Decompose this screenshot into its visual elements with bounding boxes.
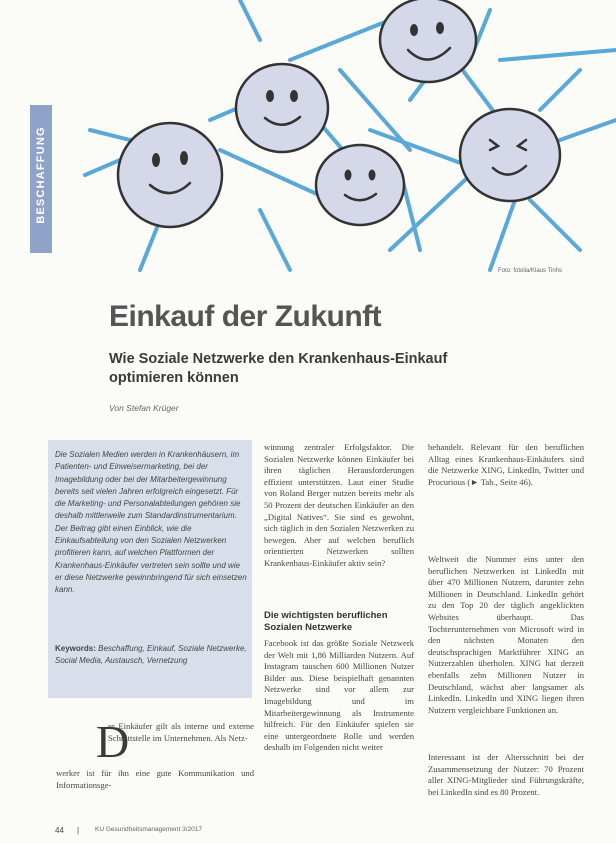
section-tab <box>30 105 52 253</box>
body-column-3: behandelt. Relevant für den beruflichen Alltag eines Krankenhaus-Einkäufers sind die Netzwerke XING, LinkedIn, Twitter und Procurious (► Tab., Seite 46). <box>428 442 584 487</box>
body-column-2: winnung zentraler Erfolgsfaktor. Die Sozialen Netzwerke können Einkäufer bei ihren täglichen Herausforderungen effizient unterstützen. Laut einer Studie von Roland Berger nutzen bereits mehr als 50 Prozent der deutschen Einkäufer an den „Digital Natives“. Sie sind es gewohnt, sich täglich in den Sozialen Netzwerken zu bewegen. Aber auf welchen beruflich orientierten Netzwerken sollten Krankenhaus-Einkäufer aktiv sein? <box>264 442 414 568</box>
section-heading: Die wichtigsten beruflichen Sozialen Netzwerke <box>264 610 388 633</box>
page-number: 44 <box>55 826 64 835</box>
author-byline: Von Stefan Krüger <box>109 403 179 413</box>
abstract-text: Die Sozialen Medien werden in Krankenhäusern, im Patienten- und Einweisermarketing, bei der Imagebildung oder bei der Mitarbeitergewinnung bereits seit vielen Jahren erfolgreich eingesetzt. Für die Marketing- und Personalabteilungen gehören sie deshalb mittlerweile zum Standardinstrumentarium. Der Beitrag gibt einen Einblick, wie die Einkaufsabteilung von den Sozialen Netzwerken profitieren kann, auf welchen Plattformen der Krankenhaus-Einkäufer vertreten sein sollte und wie er diese Netzwerke gewinnbringend für sich einsetzen kann. <box>55 450 247 595</box>
photo-credit: Foto: fotolia/Klaus Tinhs <box>498 268 563 274</box>
page-footer <box>55 826 595 838</box>
keywords-label: Keywords: <box>55 644 96 653</box>
drop-cap: D <box>96 716 130 767</box>
body-column-1-continued: werker ist für ihn eine gute Kommunikation und Informationsge- <box>56 768 254 790</box>
section-label: BESCHAFFUNG <box>35 126 47 224</box>
social-network-illustration <box>60 0 616 278</box>
magazine-name: KU Gesundheitsmanagement 3/2017 <box>95 826 202 833</box>
article-subtitle: Wie Soziale Netzwerke den Krankenhaus-Einkauf optimieren können <box>109 351 448 386</box>
keywords-list: Beschaffung, Einkauf, Soziale Netzwerke, Social Media, Austausch, Vernetzung <box>55 644 247 666</box>
body-column-3-paragraph-3: Interessant ist der Altersschnitt bei der Zusammensetzung der Nutzer: 70 Prozent aller XING-Mitglieder sind Führungskräfte, bei LinkedIn sind es 80 Prozent. <box>428 752 584 797</box>
footer-separator: | <box>77 826 80 835</box>
keywords <box>55 643 250 668</box>
article-title: Einkauf der Zukunft <box>109 300 382 333</box>
body-column-3-paragraph-2: Weltweit die Nummer eins unter den beruflichen Netzwerken ist LinkedIn mit über 470 Millionen Nutzern, darunter zehn Millionen in Deutschland. LinkedIn gehört zu den Top 20 der täglich angeklickten Websites überhaupt. Das Tochterunternehmen von Microsoft wird in den nächsten Monaten den deutschsprachigen Marktführer XING an Nutzerzahlen überholen. XING hat derzeit ebenfalls zehn Millionen Nutzer in Deutschland, wächst aber langsamer als LinkedIn. LinkedIn und XING liegen ihren Nutzern vergleichbare Funktionen an. <box>428 554 584 715</box>
body-column-2-continued: Facebook ist das größte Soziale Netzwerk der Welt mit 1,86 Milliarden Nutzern. Auf Instagram tauschen 600 Millionen Nutzer Bilder aus. Diese beispielhaft genannten Netzwerke sind vor allem zur Imagebildung und im Mitarbeitergewinnung als Instrumente hilfreich. Für den Einkäufer spielen sie eine untergeordnete Rolle und werden deshalb im Folgenden nicht weiter <box>264 638 414 753</box>
body-column-1-intro: er Einkäufer gilt als interne und externe Schnittstelle im Unternehmen. Als Netz- <box>108 721 254 743</box>
